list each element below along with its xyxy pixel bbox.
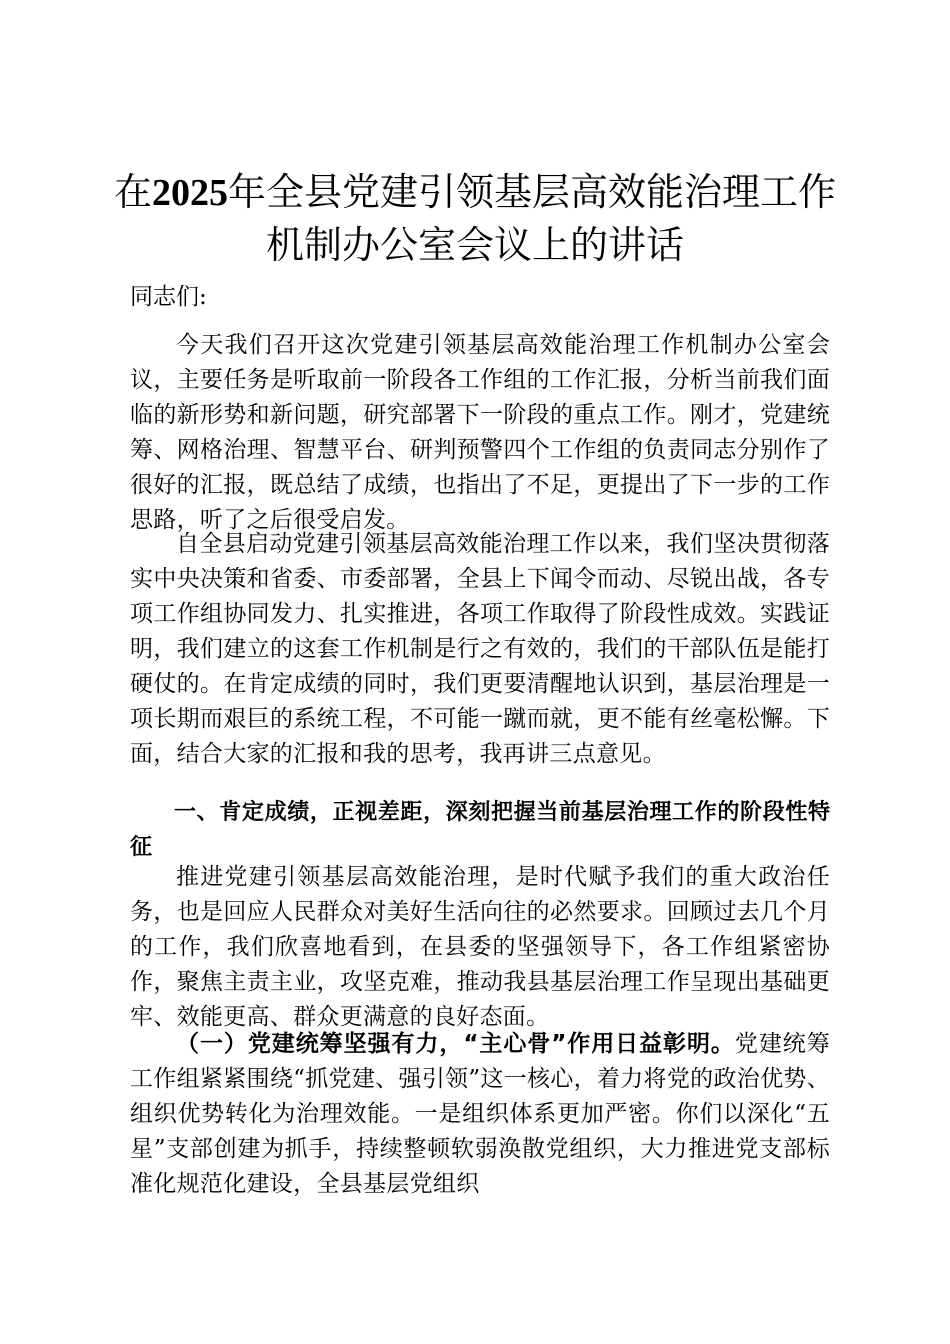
- title-year: 2025: [152, 172, 228, 214]
- paragraph-1: 今天我们召开这次党建引领基层高效能治理工作机制办公室会议，主要任务是听取前一阶段各工作组的工作汇报，分析当前我们面临的新形势和新问题，研究部署下一阶段的重点工作。刚才，党建统筹、网格治理、智慧平台、研判预警四个工作组的负责同志分别作了很好的汇报，既总结了成绩，也指出了不足，更提出了下一步的工作思路，听了之后很受启发。: [130, 332, 830, 533]
- subsection-lead: （一）党建统筹坚强有力，“主心骨”作用日益彰明。: [176, 1031, 735, 1057]
- section-heading-1: 一、肯定成绩，正视差距，深刻把握当前基层治理工作的阶段性特征: [130, 800, 830, 860]
- paragraph-4-body: 党建统筹工作组紧紧围绕“抓党建、强引领”这一核心，着力将党的政治优势、组织优势转化为治理效能。一是组织体系更加严密。你们以深化“五星”支部创建为抓手，持续整顿软弱涣散党组织，大力推进党支部标准化规范化建设，全县基层党组织: [130, 1031, 831, 1197]
- salutation: 同志们:: [130, 284, 207, 310]
- title-line2: 机制办公室会议上的讲话: [265, 223, 684, 267]
- title-line1-rest: 年全县党建引领基层高效能治理工作: [228, 170, 837, 214]
- title-prefix: 在: [113, 170, 152, 214]
- paragraph-3: 推进党建引领基层高效能治理，是时代赋予我们的重大政治任务，也是回应人民群众对美好生活向往的必然要求。回顾过去几个月的工作，我们欣喜地看到，在县委的坚强领导下，各工作组紧密协作，聚焦主责主业，攻坚克难，推动我县基层治理工作呈现出基础更牢、效能更高、群众更满意的良好态面。: [130, 864, 830, 1030]
- paragraph-2: 自全县启动党建引领基层高效能治理工作以来，我们坚决贯彻落实中央决策和省委、市委部署，全县上下闻令而动、尽锐出战，各专项工作组协同发力、扎实推进，各项工作取得了阶段性成效。实践证明，我们建立的这套工作机制是行之有效的，我们的干部队伍是能打硬仗的。在肯定成绩的同时，我们更要清醒地认识到，基层治理是一项长期而艰巨的系统工程，不可能一蹴而就，更不能有丝毫松懈。下面，结合大家的汇报和我的思考，我再讲三点意见。: [130, 531, 830, 767]
- document-title: [110, 166, 840, 271]
- paragraph-4: [130, 1027, 830, 1202]
